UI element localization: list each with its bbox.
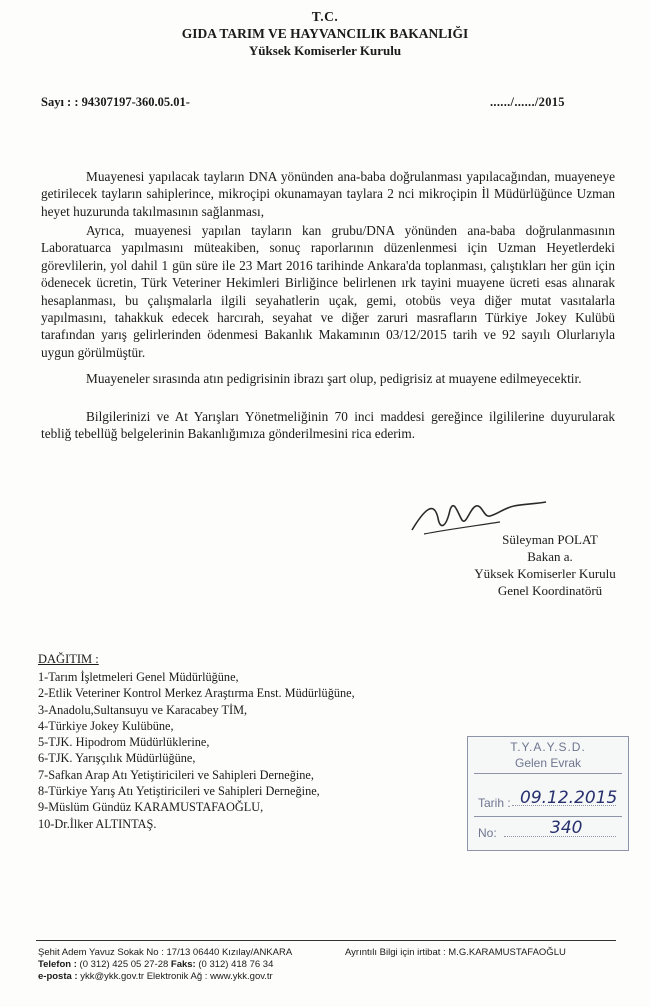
header-board: Yüksek Komiserler Kurulu <box>248 43 402 58</box>
stamp-date-label: Tarih : <box>478 796 511 810</box>
footer-contact: Ayrıntılı Bilgi için irtibat : M.G.KARAMUSTAFAOĞLU <box>345 947 566 958</box>
list-item: 9-Müslüm Gündüz KARAMUSTAFAOĞLU, <box>38 800 264 815</box>
phone-value: (0 312) 425 05 27-28 <box>79 959 169 970</box>
footer-address: Şehit Adem Yavuz Sokak No : 17/13 06440 Kızılay/ANKARA <box>38 947 293 958</box>
distribution-list <box>38 669 355 832</box>
fax-label: Faks: <box>170 959 196 970</box>
paragraph-2: Ayrıca, muayenesi yapılan tayların kan grubu/DNA yönünden ana-baba doğrulanmasının Laboratuarca yapılmasını müteakiben, sonuç raporlarının düzenlenmesi için Uzman Heyetlerdeki görevlilerin, yol dahil 1 gün süre ile 23 Mart 2016 tarihinde Ankara'da toplanması, çalıştıkları her gün için ödenecek ücretin, Türk Veteriner Hekimleri Birliğince belirlenen ırk tayini muayene ücreti esas alınarak hesaplanması, bu çalışmalarla ilgili seyahatlerin uçak, gemi, otobüs veya diğer mutat vasıtalarla yapılmasını, tahakkuk edecek harcırah, seyahat ve diğer zaruri masrafların Türkiye Jokey Kulübü tarafından yarış gelirlerinden ödenmesi Bakanlık Makamının 03/12/2015 tarih ve 92 sayılı Olurlarıyla uygun görülmüştür. <box>41 223 615 360</box>
paragraph-1: Muayenesi yapılacak tayların DNA yönünden ana-baba doğrulanması yapılacağından, muayeneye getirilecek tayların sahiplerince, mikroçipi okunamayan taylara 2 nci mikroçipin İl Müdürlüğünce Uzman heyet huzurunda takılmasının sağlanması, <box>41 169 615 219</box>
header-ministry: GIDA TARIM VE HAYVANCILIK BAKANLIĞI <box>181 26 469 41</box>
paragraph-3: Muayeneler sırasında atın pedigrisinin ibrazı şart olup, pedigrisiz at muayene edilmeyecektir. <box>86 371 582 386</box>
signer-title: Genel Koordinatörü <box>497 583 603 598</box>
list-item: 5-TJK. Hipodrom Müdürlüklerine, <box>38 735 210 750</box>
document-number: Sayı : : 94307197-360.05.01- <box>41 95 190 109</box>
footer-email <box>38 971 273 983</box>
stamp-number-value: 340 <box>550 818 583 838</box>
stamp-title: Gelen Evrak <box>514 756 582 770</box>
signer-role: Bakan a. <box>527 549 573 564</box>
signer-name: Süleyman POLAT <box>502 532 598 547</box>
footer-phone <box>38 959 273 971</box>
email-value: ykk@ykk.gov.tr Elektronik Ağ : www.ykk.gov.tr <box>80 971 273 982</box>
list-item: 4-Türkiye Jokey Kulübüne, <box>38 718 174 733</box>
stamp-divider <box>474 773 622 774</box>
list-item: 10-Dr.İlker ALTINTAŞ. <box>38 816 157 831</box>
phone-label: Telefon : <box>38 959 77 970</box>
distribution-title: DAĞITIM : <box>38 652 99 666</box>
document-date: ....../....../2015 <box>490 95 565 109</box>
signer-board: Yüksek Komiserler Kurulu <box>474 566 616 581</box>
header-tc: T.C. <box>311 9 339 24</box>
stamp-date-value: 09.12.2015 <box>520 788 618 808</box>
stamp-number-label: No: <box>478 826 497 840</box>
list-item: 6-TJK. Yarışçılık Müdürlüğüne, <box>38 751 196 766</box>
stamp-org: T.Y.A.Y.S.D. <box>510 740 586 754</box>
footer-divider <box>36 940 616 941</box>
list-item: 3-Anadolu,Sultansuyu ve Karacabey TİM, <box>38 702 248 717</box>
paragraph-4: Bilgilerinizi ve At Yarışları Yönetmeliğinin 70 inci maddesi gereğince ilgililerine duyurularak tebliğ tebellüğ belgelerinin Bakanlığımıza gönderilmesini rica ederim. <box>41 409 615 442</box>
incoming-document-stamp <box>467 736 629 851</box>
list-item: 8-Türkiye Yarış Atı Yetiştiricileri ve Sahipleri Derneğine, <box>38 784 320 799</box>
stamp-divider <box>474 816 622 817</box>
list-item: 2-Etlik Veteriner Kontrol Merkez Araştırma Enst. Müdürlüğüne, <box>38 686 355 701</box>
list-item: 1-Tarım İşletmeleri Genel Müdürlüğüne, <box>38 670 239 684</box>
fax-value: (0 312) 418 76 34 <box>198 959 274 970</box>
list-item: 7-Safkan Arap Atı Yetiştiricileri ve Sahipleri Derneğine, <box>38 767 314 782</box>
email-label: e-posta : <box>38 971 78 982</box>
